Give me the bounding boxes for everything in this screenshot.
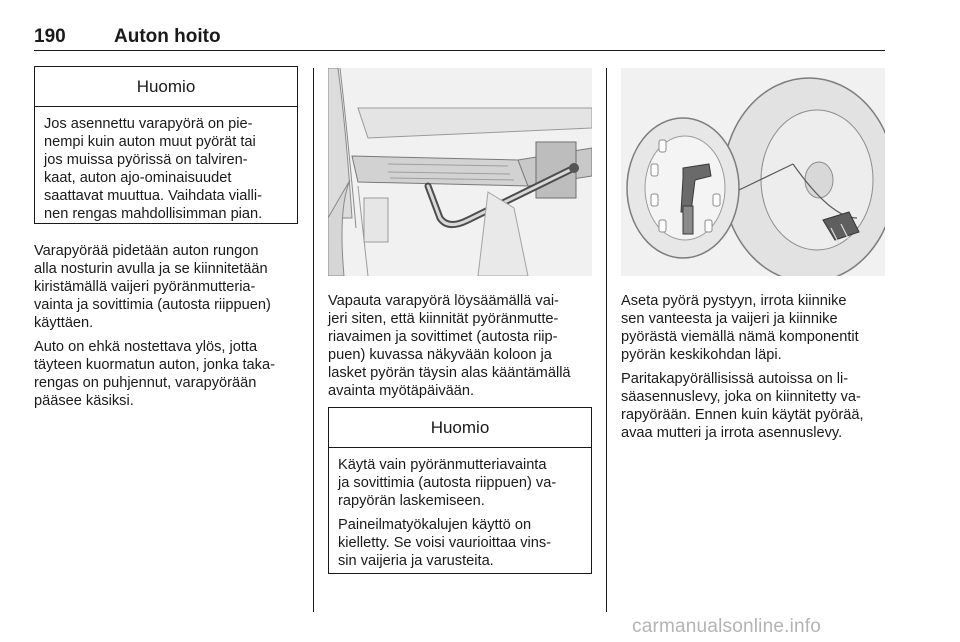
wrench-illustration bbox=[328, 68, 592, 276]
column-divider-2 bbox=[606, 68, 607, 612]
spare-wheel-figure bbox=[621, 68, 885, 276]
column-divider-1 bbox=[313, 68, 314, 612]
paragraph: Auto on ehkä nostettava ylös, jotta täyteen kuormatun auton, jonka taka- rengas on puhjennut, varapyörään pääsee käsiksi. bbox=[34, 339, 275, 409]
paragraph: Paritakapyörällisissä autoissa on li- säasennuslevy, joka on kiinnitetty va- rapyörään. Ennen kuin käytät pyörää, avaa mutteri ja irrota asennuslevy. bbox=[621, 371, 864, 441]
notice-paragraph: Käytä vain pyöränmutteriavainta ja sovittimia (autosta riippuen) va- rapyörän laskemiseen. bbox=[338, 457, 557, 509]
notice-title: Huomio bbox=[35, 67, 297, 107]
spare-wheel-illustration bbox=[621, 68, 885, 276]
notice-paragraph: Jos asennettu varapyörä on pie- nempi kuin auton muut pyörät tai jos muissa pyörissä on talviren- kaat, auton ajo-ominaisuudet saattavat muuttua. Vaihdata vialli- nen rengas mahdollisimman pian. bbox=[44, 116, 263, 222]
notice-paragraph: Paineilmatyökalujen käyttö on kielletty. Se voisi vaurioittaa vins- sin vaijeria ja varusteita. bbox=[338, 517, 552, 569]
paragraph: Vapauta varapyörä löysäämällä vai- jeri siten, että kiinnität pyöränmutte- riavaimen ja sovittimet (autosta riip- puen) kuvassa näkyvään koloon ja lasket pyörän täysin alas kääntämällä avainta myötäpäivään. bbox=[328, 293, 571, 399]
chapter-title: Auton hoito bbox=[114, 26, 221, 47]
wrench-figure bbox=[328, 68, 592, 276]
paragraph: Aseta pyörä pystyyn, irrota kiinnike sen vanteesta ja vaijeri ja kiinnike pyörästä viemällä nämä komponentit pyörän keskikohdan läpi. bbox=[621, 293, 859, 363]
notice-title: Huomio bbox=[329, 408, 591, 448]
paragraph: Varapyörää pidetään auton rungon alla nosturin avulla ja se kiinnitetään kiristämällä vaijeri pyöränmutteria- vainta ja sovittimia (autosta riippuen) käyttäen. bbox=[34, 243, 271, 331]
watermark: carmanualsonline.info bbox=[632, 616, 822, 637]
column1-text bbox=[34, 242, 306, 416]
notice-body bbox=[329, 448, 591, 570]
column3-text bbox=[621, 292, 893, 448]
notice-box-2 bbox=[328, 407, 592, 574]
column2-text bbox=[328, 292, 600, 406]
page-number: 190 bbox=[34, 26, 66, 47]
notice-box-1 bbox=[34, 66, 298, 224]
page-header bbox=[34, 26, 885, 51]
notice-body bbox=[35, 107, 297, 223]
